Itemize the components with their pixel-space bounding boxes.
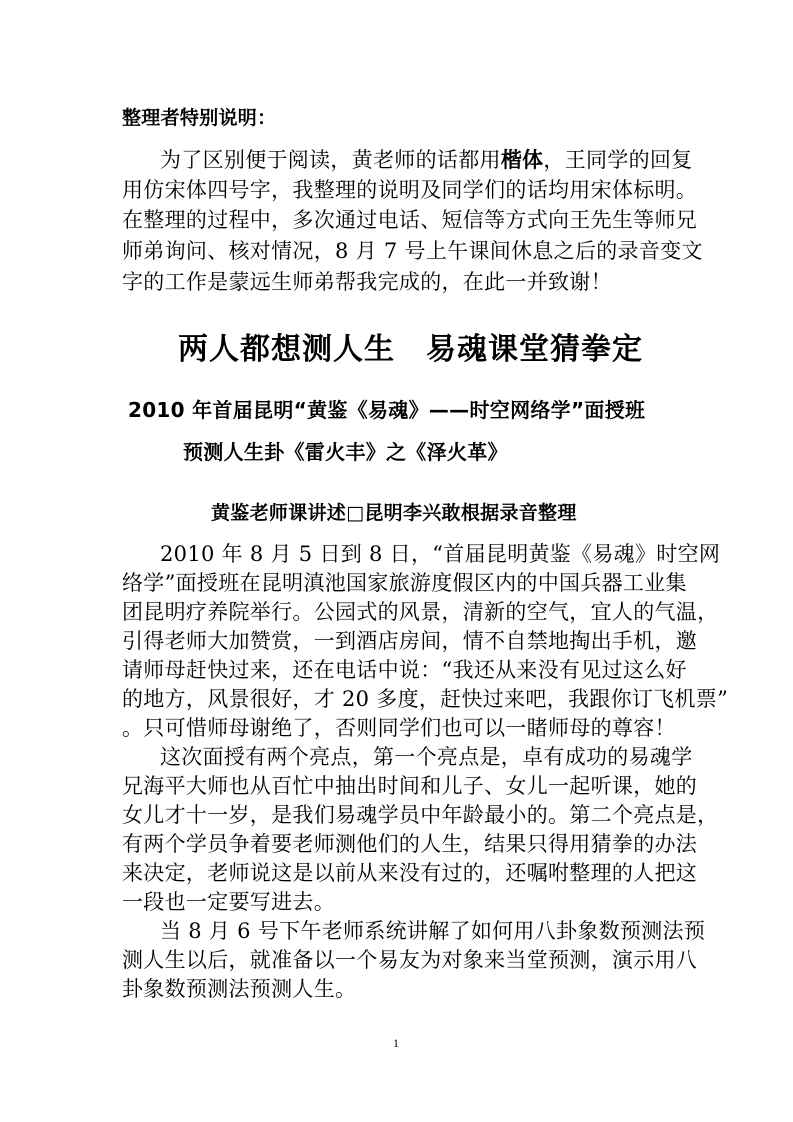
note-heading: 整理者特别说明：	[122, 107, 277, 129]
note-line-4: 师弟询问、核对情况，8 月 7 号上午课间休息之后的录音变文	[122, 239, 703, 263]
body-line-14: 当 8 月 6 号下午老师系统讲解了如何用八卦象数预测法预	[160, 919, 706, 943]
body-line-11: 有两个学员争着要老师测他们的人生，结果只得用猜拳的办法	[122, 832, 698, 856]
article-title: 两人都想测人生 易魂课堂猜拳定	[178, 332, 643, 367]
body-line-5: 请师母赶快过来，还在电话中说：“我还从来没有见过这么好	[122, 658, 687, 682]
article-subtitle-1: 2010 年首届昆明“黄鉴《易魂》——时空网络学”面授班	[128, 398, 646, 422]
body-line-10: 女儿才十一岁，是我们易魂学员中年龄最小的。第二个亮点是，	[122, 803, 719, 827]
note-line-1-post: ，王同学的回复	[543, 148, 693, 172]
note-line-1-pre: 为了区别便于阅读，黄老师的话都用	[160, 148, 501, 172]
note-line-3: 在整理的过程中，多次通过电话、短信等方式向王先生等师兄	[122, 208, 698, 232]
body-line-3: 团昆明疗养院举行。公园式的风景，清新的空气，宜人的气温，	[122, 600, 719, 624]
body-line-15: 测人生以后，就准备以一个易友为对象来当堂预测，演示用八	[122, 948, 698, 972]
note-line-5: 字的工作是蒙远生师弟帮我完成的，在此一并致谢！	[122, 270, 612, 294]
note-line-2: 用仿宋体四号字，我整理的说明及同学们的话均用宋体标明。	[122, 178, 698, 202]
article-byline: 黄鉴老师课讲述□昆明李兴敢根据录音整理	[211, 502, 577, 524]
body-line-6: 的地方，风景很好，才 20 多度，赶快过来吧，我跟你订飞机票”	[122, 687, 729, 711]
body-line-8: 这次面授有两个亮点，第一个亮点是，卓有成功的易魂学	[160, 745, 693, 769]
note-line-1	[160, 146, 693, 174]
article-subtitle-2: 预测人生卦《雷火丰》之《泽火革》	[183, 440, 508, 464]
body-line-16: 卦象数预测法预测人生。	[122, 977, 357, 1001]
body-line-2: 络学”面授班在昆明滇池国家旅游度假区内的中国兵器工业集	[122, 571, 687, 595]
body-line-9: 兄海平大师也从百忙中抽出时间和儿子、女儿一起听课，她的	[122, 774, 698, 798]
body-line-4: 引得老师大加赞赏，一到酒店房间，情不自禁地掏出手机，邀	[122, 629, 698, 653]
body-line-1: 2010 年 8 月 5 日到 8 日，“首届昆明黄鉴《易魂》时空网	[160, 542, 721, 566]
page-number: 1	[393, 1036, 399, 1050]
body-line-12: 来决定，老师说这是以前从来没有过的，还嘱咐整理的人把这	[122, 861, 698, 885]
body-line-7: 。只可惜师母谢绝了，否则同学们也可以一睹师母的尊容！	[122, 716, 676, 740]
body-line-13: 一段也一定要写进去。	[122, 890, 335, 914]
kaiti-highlight: 楷体	[500, 147, 544, 172]
